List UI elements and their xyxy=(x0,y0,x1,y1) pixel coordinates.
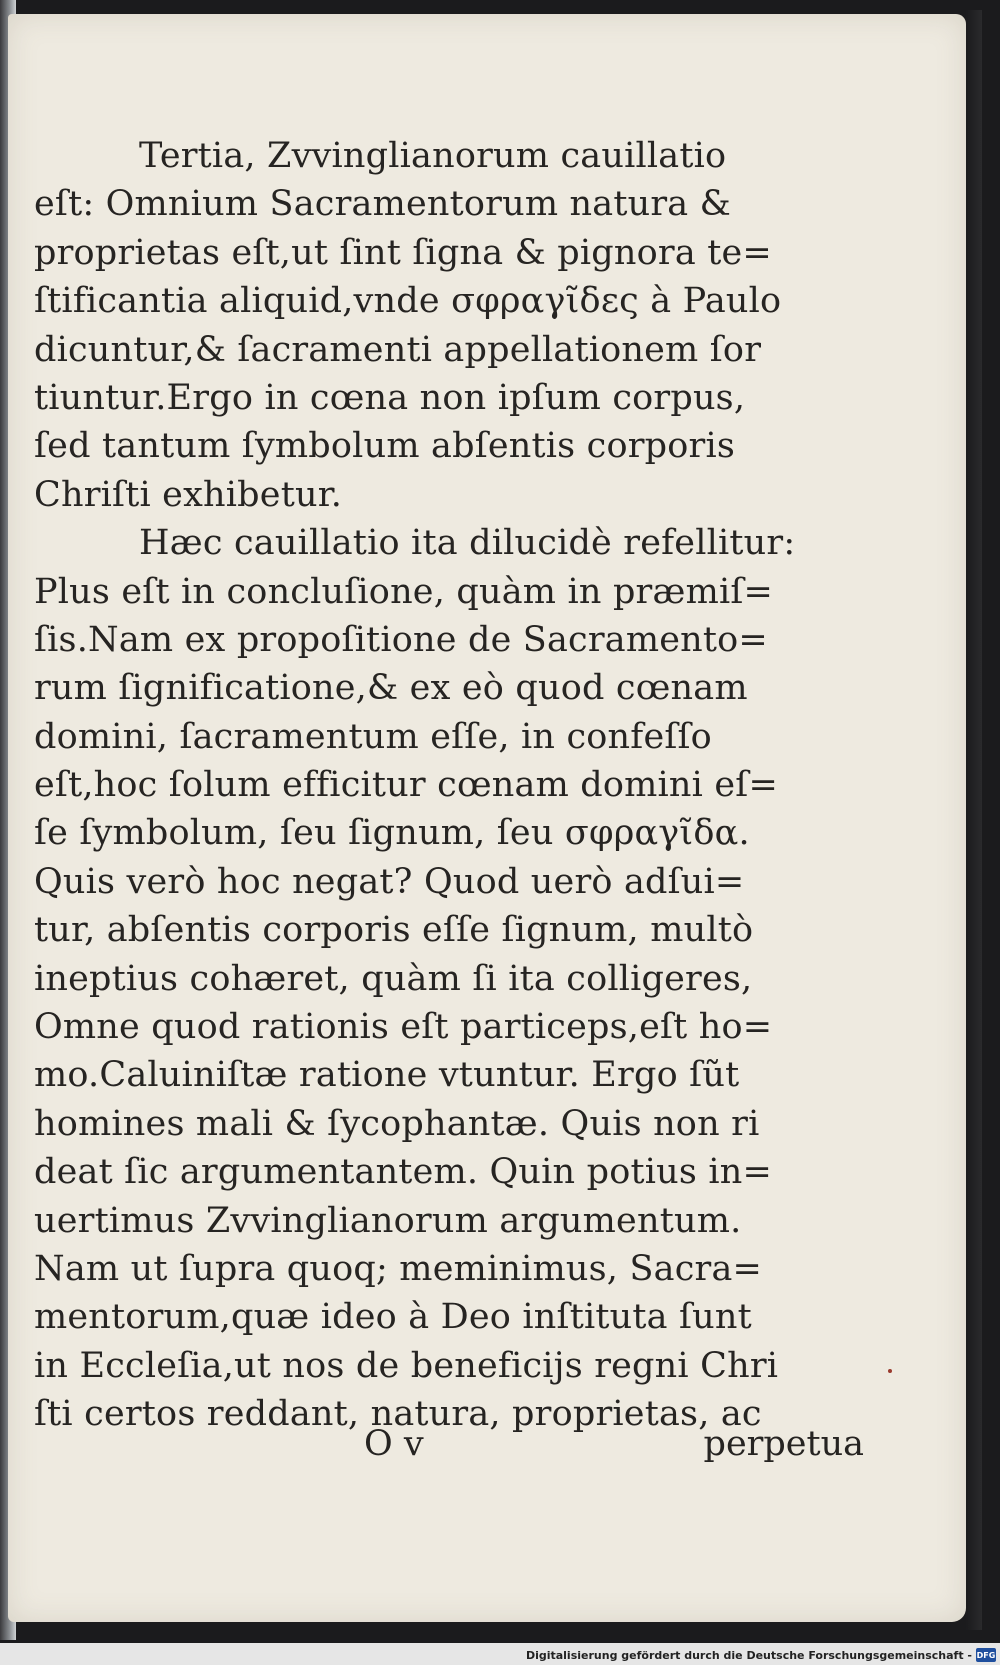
text-line: tiuntur.Ergo in cœna non ipſum corpus, xyxy=(34,377,746,418)
text-line: mo.Caluiniſtæ ratione vtuntur. Ergo ſũt xyxy=(34,1055,740,1096)
text-line: Quis verò hoc negat? Quod uerò adſui= xyxy=(34,861,745,902)
text-line: Plus eſt in concluſione, quàm in præmiſ= xyxy=(34,571,774,612)
text-line: rum ſignificatione,& ex eò quod cœnam xyxy=(34,668,748,709)
text-line: ſed tantum ſymbolum abſentis corporis xyxy=(34,426,736,467)
text-line: proprietas eſt,ut ſint ſigna & pignora te= xyxy=(34,232,772,273)
text-line: mentorum,quæ ideo à Deo inſtituta ſunt xyxy=(34,1297,752,1338)
text-line: ſis.Nam ex propoſitione de Sacramento= xyxy=(34,619,768,660)
text-line: ſti certos reddant, natura, proprietas, ac xyxy=(34,1394,762,1435)
text-line: ineptius cohæret, quàm ſi ita colligeres, xyxy=(34,958,753,999)
text-line: Nam ut ſupra quoq; meminimus, Sacra= xyxy=(34,1248,763,1289)
funding-credit: Digitalisierung gefördert durch die Deutsche Forschungsgemeinschaft - xyxy=(525,1649,972,1662)
page-foot-line xyxy=(34,1424,864,1474)
text-line: uertimus Zvvinglianorum argumentum. xyxy=(34,1200,742,1241)
text-line: eſt,hoc ſolum efficitur cœnam domini eſ= xyxy=(34,765,778,806)
text-line: in Eccleſia,ut nos de beneficijs regni Chri xyxy=(34,1345,779,1386)
text-line: ſe ſymbolum, ſeu ſignum, ſeu σφραγῖδα. xyxy=(34,813,750,854)
page-edge-shadow xyxy=(966,10,982,1630)
text-line: tur, abſentis corporis eſſe ſignum, multò xyxy=(34,910,754,951)
signature-mark: O v xyxy=(364,1424,424,1464)
text-line: Chriſti exhibetur. xyxy=(34,474,343,515)
text-line: domini, ſacramentum eſſe, in confeſſo xyxy=(34,716,712,757)
book-page xyxy=(8,14,966,1622)
paper-speck xyxy=(888,1369,892,1373)
text-line: homines mali & ſycophantæ. Quis non ri xyxy=(34,1103,760,1144)
text-line: Tertia, Zvvinglianorum cauillatio xyxy=(139,136,727,176)
catchword: perpetua xyxy=(703,1424,864,1464)
text-line: Omne quod rationis eſt particeps,eſt ho= xyxy=(34,1007,773,1048)
text-line: ſtificantia aliquid,vnde σφραγῖδες à Paulo xyxy=(34,281,782,322)
text-line: dicuntur,& ſacramenti appellationem ſor xyxy=(34,329,762,370)
footer-bar xyxy=(0,1643,1000,1665)
text-line: eſt: Omnium Sacramentorum natura & xyxy=(34,184,732,225)
page-text-block xyxy=(34,132,864,1439)
dfg-logo-icon: DFG xyxy=(976,1648,996,1662)
text-line: Hæc cauillatio ita dilucidè refellitur: xyxy=(139,523,796,564)
text-line: deat ſic argumentantem. Quin potius in= xyxy=(34,1152,773,1193)
